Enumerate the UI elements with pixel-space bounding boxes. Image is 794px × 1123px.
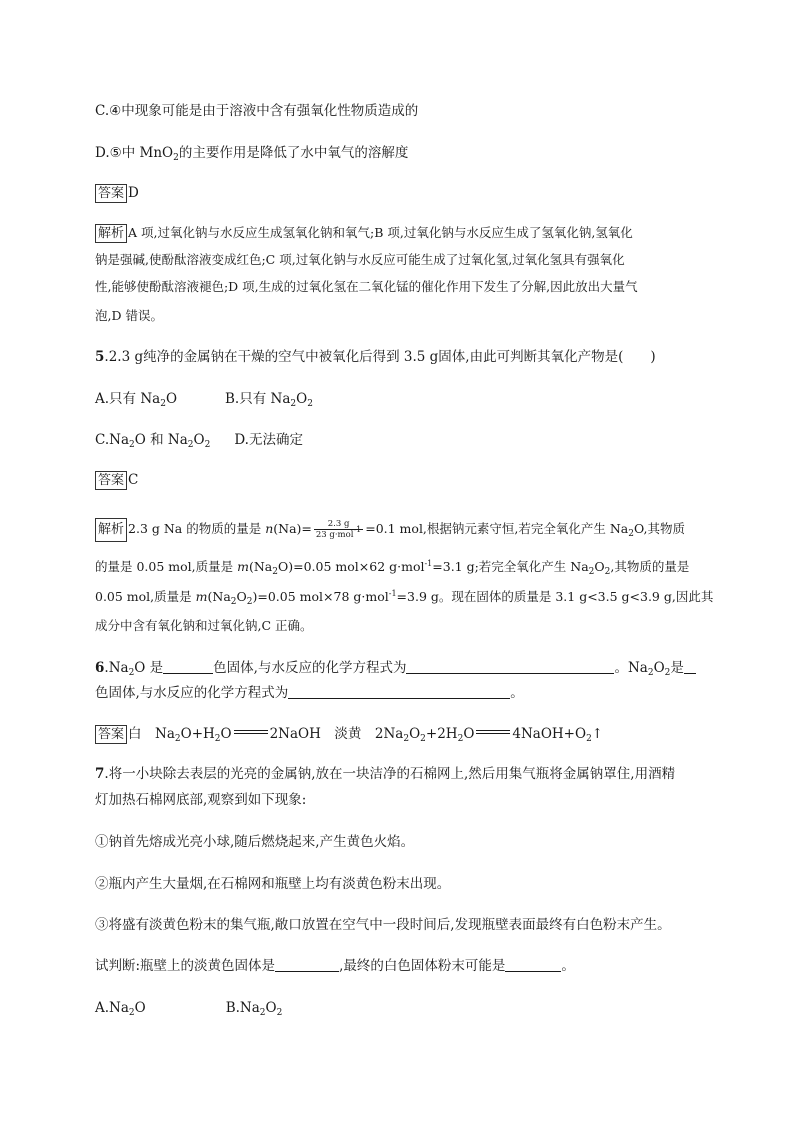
q7-observation-3: ③将盛有淡黄色粉末的集气瓶,敞口放置在空气中一段时间后,发现瓶壁表面最终有白色粉末产生。 xyxy=(95,917,671,933)
blank-yellow-solid[interactable] xyxy=(275,957,339,972)
q5-option-b: B.只有 $Na_2O_2$ xyxy=(225,391,313,409)
q5-answer-row xyxy=(95,470,138,490)
q5-number: 5 xyxy=(95,349,105,365)
q5-options-ab xyxy=(95,389,313,409)
explanation-line-4: 泡,D 错误。 xyxy=(95,308,163,323)
answer-tag: 答案 xyxy=(95,725,127,744)
q5-explanation-line-3: 0.05 mol,质量是 $m(Na_2O_2)=0.05$ mol×78 g·mol$^{-1}$=3.9 g。现在固体的质量是 3.1 g<3.5 g<3.9 g,因此其 xyxy=(95,589,714,607)
blank-equation-1[interactable] xyxy=(406,659,614,674)
q7-number: 7 xyxy=(95,766,105,782)
answer-value: D xyxy=(128,185,139,201)
answer-row xyxy=(95,183,139,203)
q7-option-a: $A.Na_2O$ xyxy=(95,1000,146,1018)
blank-equation-2[interactable] xyxy=(288,684,510,699)
q7-question: 试判断:瓶壁上的淡黄色固体是 ,最终的白色固体粉末可能是 。 xyxy=(95,958,575,974)
answer-tag: 答案 xyxy=(95,471,127,490)
q5-option-a: A.只有 $Na_2O$ xyxy=(95,391,178,409)
reaction-line xyxy=(234,730,268,734)
blank-color-2[interactable] xyxy=(684,659,696,674)
fraction: $\frac{2.3 g}{23 g\cdot mol^{-1}}$ xyxy=(315,519,362,540)
explanation-tag: 解析 xyxy=(95,224,127,243)
q5-options-cd xyxy=(95,430,303,450)
explanation-line-3: 性,能够使酚酞溶液褪色;D 项,生成的过氧化氢在二氧化锰的催化作用下发生了分解,因此放出大量气 xyxy=(95,279,638,294)
q5-explanation-line-2: 的量是 0.05 mol,质量是 $m(Na_2O)=0.05$ mol×62 g·mol$^{-1}$=3.1 g;若完全氧化产生 $Na_2O_2$,其物质的量是 xyxy=(95,559,690,577)
answer-value: C xyxy=(128,472,139,488)
q7-observation-1: ①钠首先熔成光亮小球,随后燃烧起来,产生黄色火焰。 xyxy=(95,834,415,850)
reaction-line xyxy=(476,730,510,734)
q7-line-2: 灯加热石棉网底部,观察到如下现象: xyxy=(95,792,307,808)
q7-line-1: 7.将一小块除去表层的光亮的金属钠,放在一块洁净的石棉网上,然后用集气瓶将金属钠罩住,用酒精 xyxy=(95,766,676,782)
explanation-line-2: 钠是强碱,使酚酞溶液变成红色;C 项,过氧化钠与水反应可能生成了过氧化氢,过氧化氢具有强氧化 xyxy=(95,252,625,267)
option-d: D.⑤中 MnO$_2$的主要作用是降低了水中氧气的溶解度 xyxy=(95,145,409,163)
explanation-line-1: 解析 A 项,过氧化钠与水反应生成氢氧化钠和氧气;B 项,过氧化钠与水反应生成了氢氧化钠,氢氧化 xyxy=(95,223,633,243)
q6-number: 6 xyxy=(95,660,105,676)
answer-tag: 答案 xyxy=(95,184,127,203)
q7-options xyxy=(95,998,282,1018)
q5-option-c: $C.Na_2O$ 和 $Na_2O_2$ xyxy=(95,432,211,450)
explanation-tag: 解析 xyxy=(95,518,127,542)
q5-explanation-line-1: 解析 2.3 g Na 的物质的量是 n(Na)= $\frac{2.3 g}{23 g\cdot mol^{-1}}$ =0.1 mol,根据钠元素守恒,若完全氧化产生 $Na_2O$,其物质 xyxy=(95,518,685,542)
option-c: C.④中现象可能是由于溶液中含有强氧化性物质造成的 xyxy=(95,103,419,119)
q6-line-2: 色固体,与水反应的化学方程式为 。 xyxy=(95,685,524,701)
q7-observation-2: ②瓶内产生大量烟,在石棉网和瓶壁上均有淡黄色粉末出现。 xyxy=(95,876,451,892)
q5-explanation-line-4: 成分中含有氧化钠和过氧化钠,C 正确。 xyxy=(95,618,313,633)
q5-stem: 5.2.3 g纯净的金属钠在干燥的空气中被氧化后得到 3.5 g固体,由此可判断其氧化产物是( ) xyxy=(95,349,656,365)
q6-line-1: $6.Na_2O$ 是 色固体,与水反应的化学方程式为 。$Na_2O_2$是 xyxy=(95,658,696,678)
blank-color-1[interactable] xyxy=(163,659,213,674)
q5-option-d: D.无法确定 xyxy=(234,432,303,448)
blank-white-solid[interactable] xyxy=(505,957,561,972)
q7-option-b: $B.Na_2O_2$ xyxy=(225,1000,283,1018)
q6-answer-row: 答案 白 $Na_2O+H_2O$ 2NaOH 淡黄 $2Na_2O_2+2H_2O$ $4NaOH+O_2↑$ xyxy=(95,724,603,744)
